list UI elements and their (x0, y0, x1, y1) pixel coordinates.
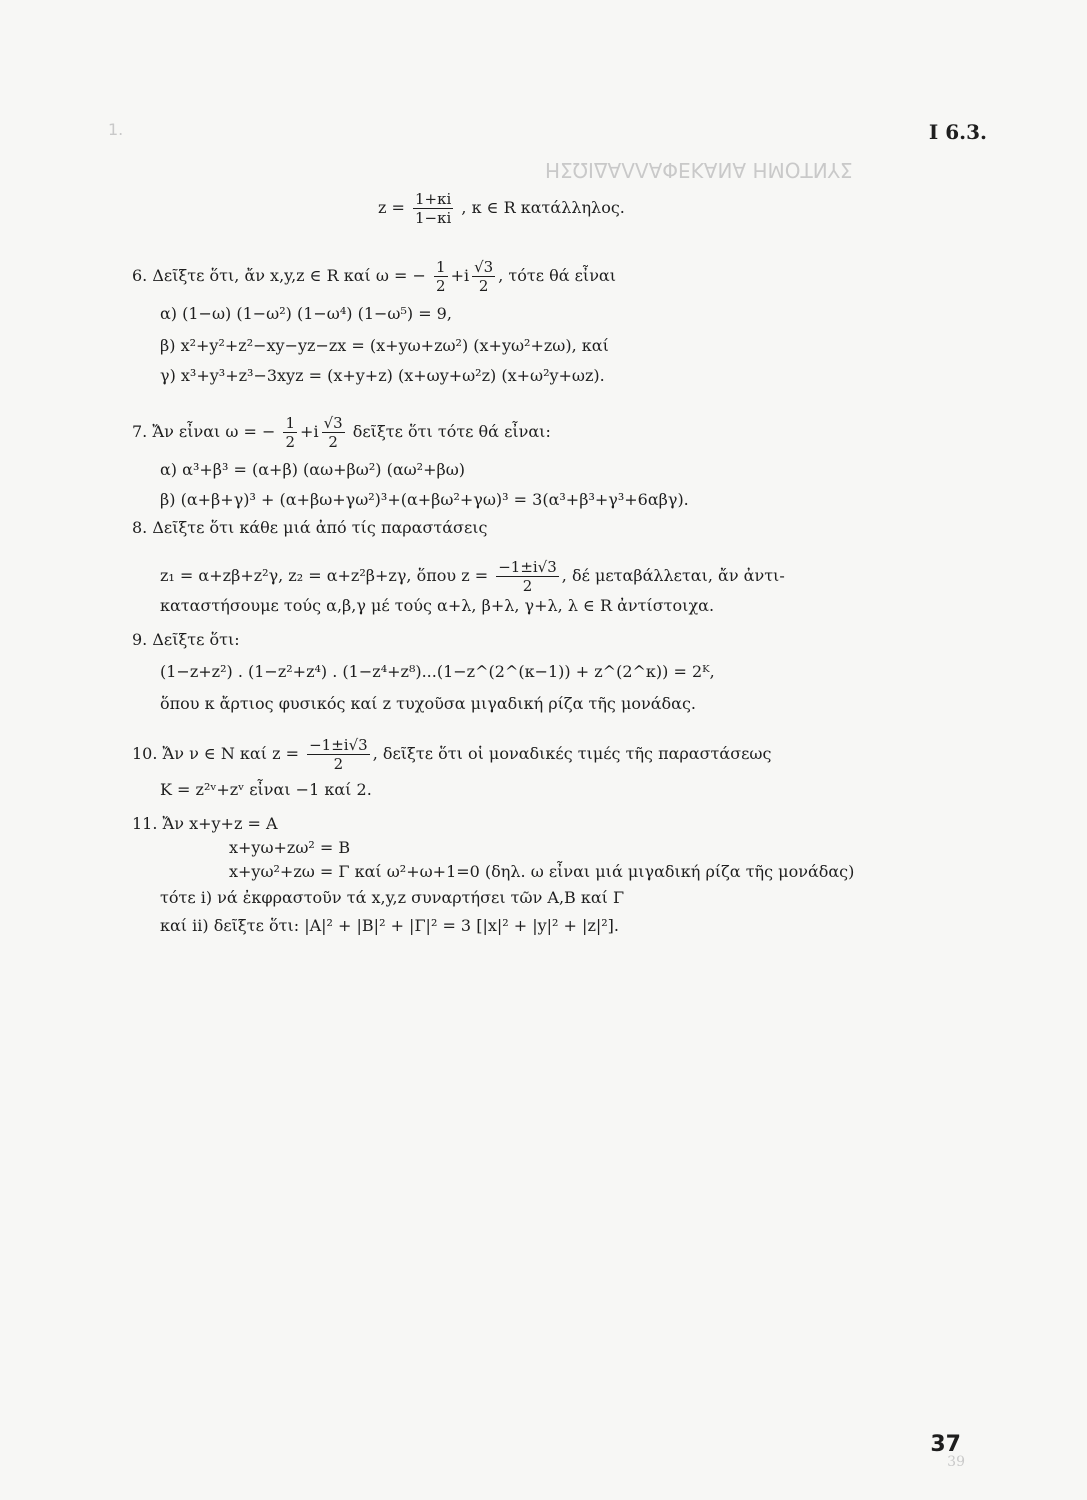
ghost-mirrored-title: ΗΣΩΙΔΑΛΛΑΦΕΚΑΝΑ ΗΜΟΤΝΥΣ (545, 158, 853, 182)
problem-10-intro (132, 736, 771, 773)
p6-f1-den: 2 (436, 277, 446, 295)
p6-frac-2 (472, 258, 495, 295)
problem-6-intro (132, 258, 616, 295)
p8-frac (496, 558, 559, 595)
page-number-ghost: 39 (947, 1454, 965, 1470)
eq-top-tail: , κ ∈ R κατάλληλος. (461, 198, 625, 217)
p10-frac (307, 736, 370, 773)
p10-cont: Κ = z²ᵛ+zᵛ εἶναι −1 καί 2. (160, 780, 372, 799)
p7-f1-num: 1 (285, 414, 296, 432)
p9-eq: (1−z+z²) . (1−z²+z⁴) . (1−z⁴+z⁸)...(1−z^(2^(κ−1)) + z^(2^κ)) = 2ᴷ, (160, 662, 715, 681)
p8-tail: , δέ μεταβάλλεται, ἄν ἀντι- (561, 566, 785, 585)
p9-intro: 9. Δεῖξτε ὅτι: (132, 630, 240, 649)
p11-l4: τότε i) νά ἐκφραστοῦν τά x,y,z συναρτήσει τῶν Α,Β καί Γ (160, 888, 625, 907)
p6-frac-1 (434, 258, 448, 295)
p6-intro-text: 6. Δεῖξτε ὅτι, ἄν x,y,z ∈ R καί ω = − (132, 266, 426, 285)
p7-f2-den: 2 (328, 433, 338, 451)
eq-top-den: 1−κi (415, 209, 452, 227)
p7-f1-den: 2 (285, 433, 296, 451)
p9-cont: ὅπου κ ἄρτιος φυσικός καί z τυχοῦσα μιγαδική ρίζα τῆς μονάδας. (160, 694, 697, 713)
problem-8-eq (160, 558, 785, 595)
p7-frac-2 (322, 414, 345, 451)
p8-cont: καταστήσουμε τούς α,β,γ μέ τούς α+λ, β+λ, γ+λ, λ ∈ R ἀντίστοιχα. (160, 596, 715, 615)
p6-c: γ) x³+y³+z³−3xyz = (x+y+z) (x+ωy+ω²z) (x+ω²y+ωz). (160, 366, 605, 385)
p10-frac-den: 2 (333, 755, 344, 773)
p7-frac-1 (283, 414, 297, 451)
p7-b: β) (α+β+γ)³ + (α+βω+γω²)³+(α+βω²+γω)³ = 3(α³+β³+γ³+6αβγ). (160, 490, 689, 509)
eq-top-fraction (413, 190, 453, 227)
p7-mid: +i (300, 422, 319, 441)
eq-top-lhs: z = (378, 198, 405, 217)
p6-mid: +i (450, 266, 470, 285)
p6-b: β) x²+y²+z²−xy−yz−zx = (x+yω+zω²) (x+yω²+zω), καί (160, 336, 609, 355)
p6-a: α) (1−ω) (1−ω²) (1−ω⁴) (1−ω⁵) = 9, (160, 304, 452, 323)
p8-frac-den: 2 (522, 577, 533, 595)
p7-a: α) α³+β³ = (α+β) (αω+βω²) (αω²+βω) (160, 460, 466, 479)
p8-intro: 8. Δεῖξτε ὅτι κάθε μιά ἀπό τίς παραστάσεις (132, 518, 488, 537)
p11-l1: 11. Ἄν x+y+z = A (132, 814, 278, 833)
ghost-margin-text: 1. (108, 120, 124, 139)
eq-top (378, 190, 625, 227)
p8-frac-num: −1±i√3 (498, 558, 557, 576)
p7-f2-num: √3 (323, 414, 343, 432)
p6-f2-num: √3 (474, 258, 494, 276)
p11-l2: x+yω+zω² = B (229, 838, 351, 857)
p7-tail: δεῖξτε ὅτι τότε θά εἶναι: (347, 422, 551, 441)
p7-intro-text: 7. Ἄν εἶναι ω = − (132, 422, 276, 441)
page-number: 37 (930, 1432, 961, 1457)
p10-tail: , δεῖξτε ὅτι οἱ μοναδικές τιμές τῆς παραστάσεως (372, 744, 772, 763)
p11-l5: καί ii) δεῖξτε ὅτι: |A|² + |B|² + |Γ|² = 3 [|x|² + |y|² + |z|²]. (160, 916, 619, 935)
eq-top-num: 1+κi (415, 190, 452, 208)
p11-l3: x+yω²+zω = Γ καί ω²+ω+1=0 (δηλ. ω εἶναι μιά μιγαδική ρίζα τῆς μονάδας) (229, 862, 855, 881)
section-header: Ι 6.3. (928, 120, 987, 144)
p8-eq-text: z₁ = α+zβ+z²γ, z₂ = α+z²β+zγ, ὅπου z = (160, 566, 489, 585)
p6-f1-num: 1 (436, 258, 446, 276)
p6-tail: , τότε θά εἶναι (498, 266, 616, 285)
p10-intro-text: 10. Ἄν ν ∈ N καί z = (132, 744, 299, 763)
p10-frac-num: −1±i√3 (309, 736, 368, 754)
problem-7-intro (132, 414, 551, 451)
p6-f2-den: 2 (478, 277, 489, 295)
